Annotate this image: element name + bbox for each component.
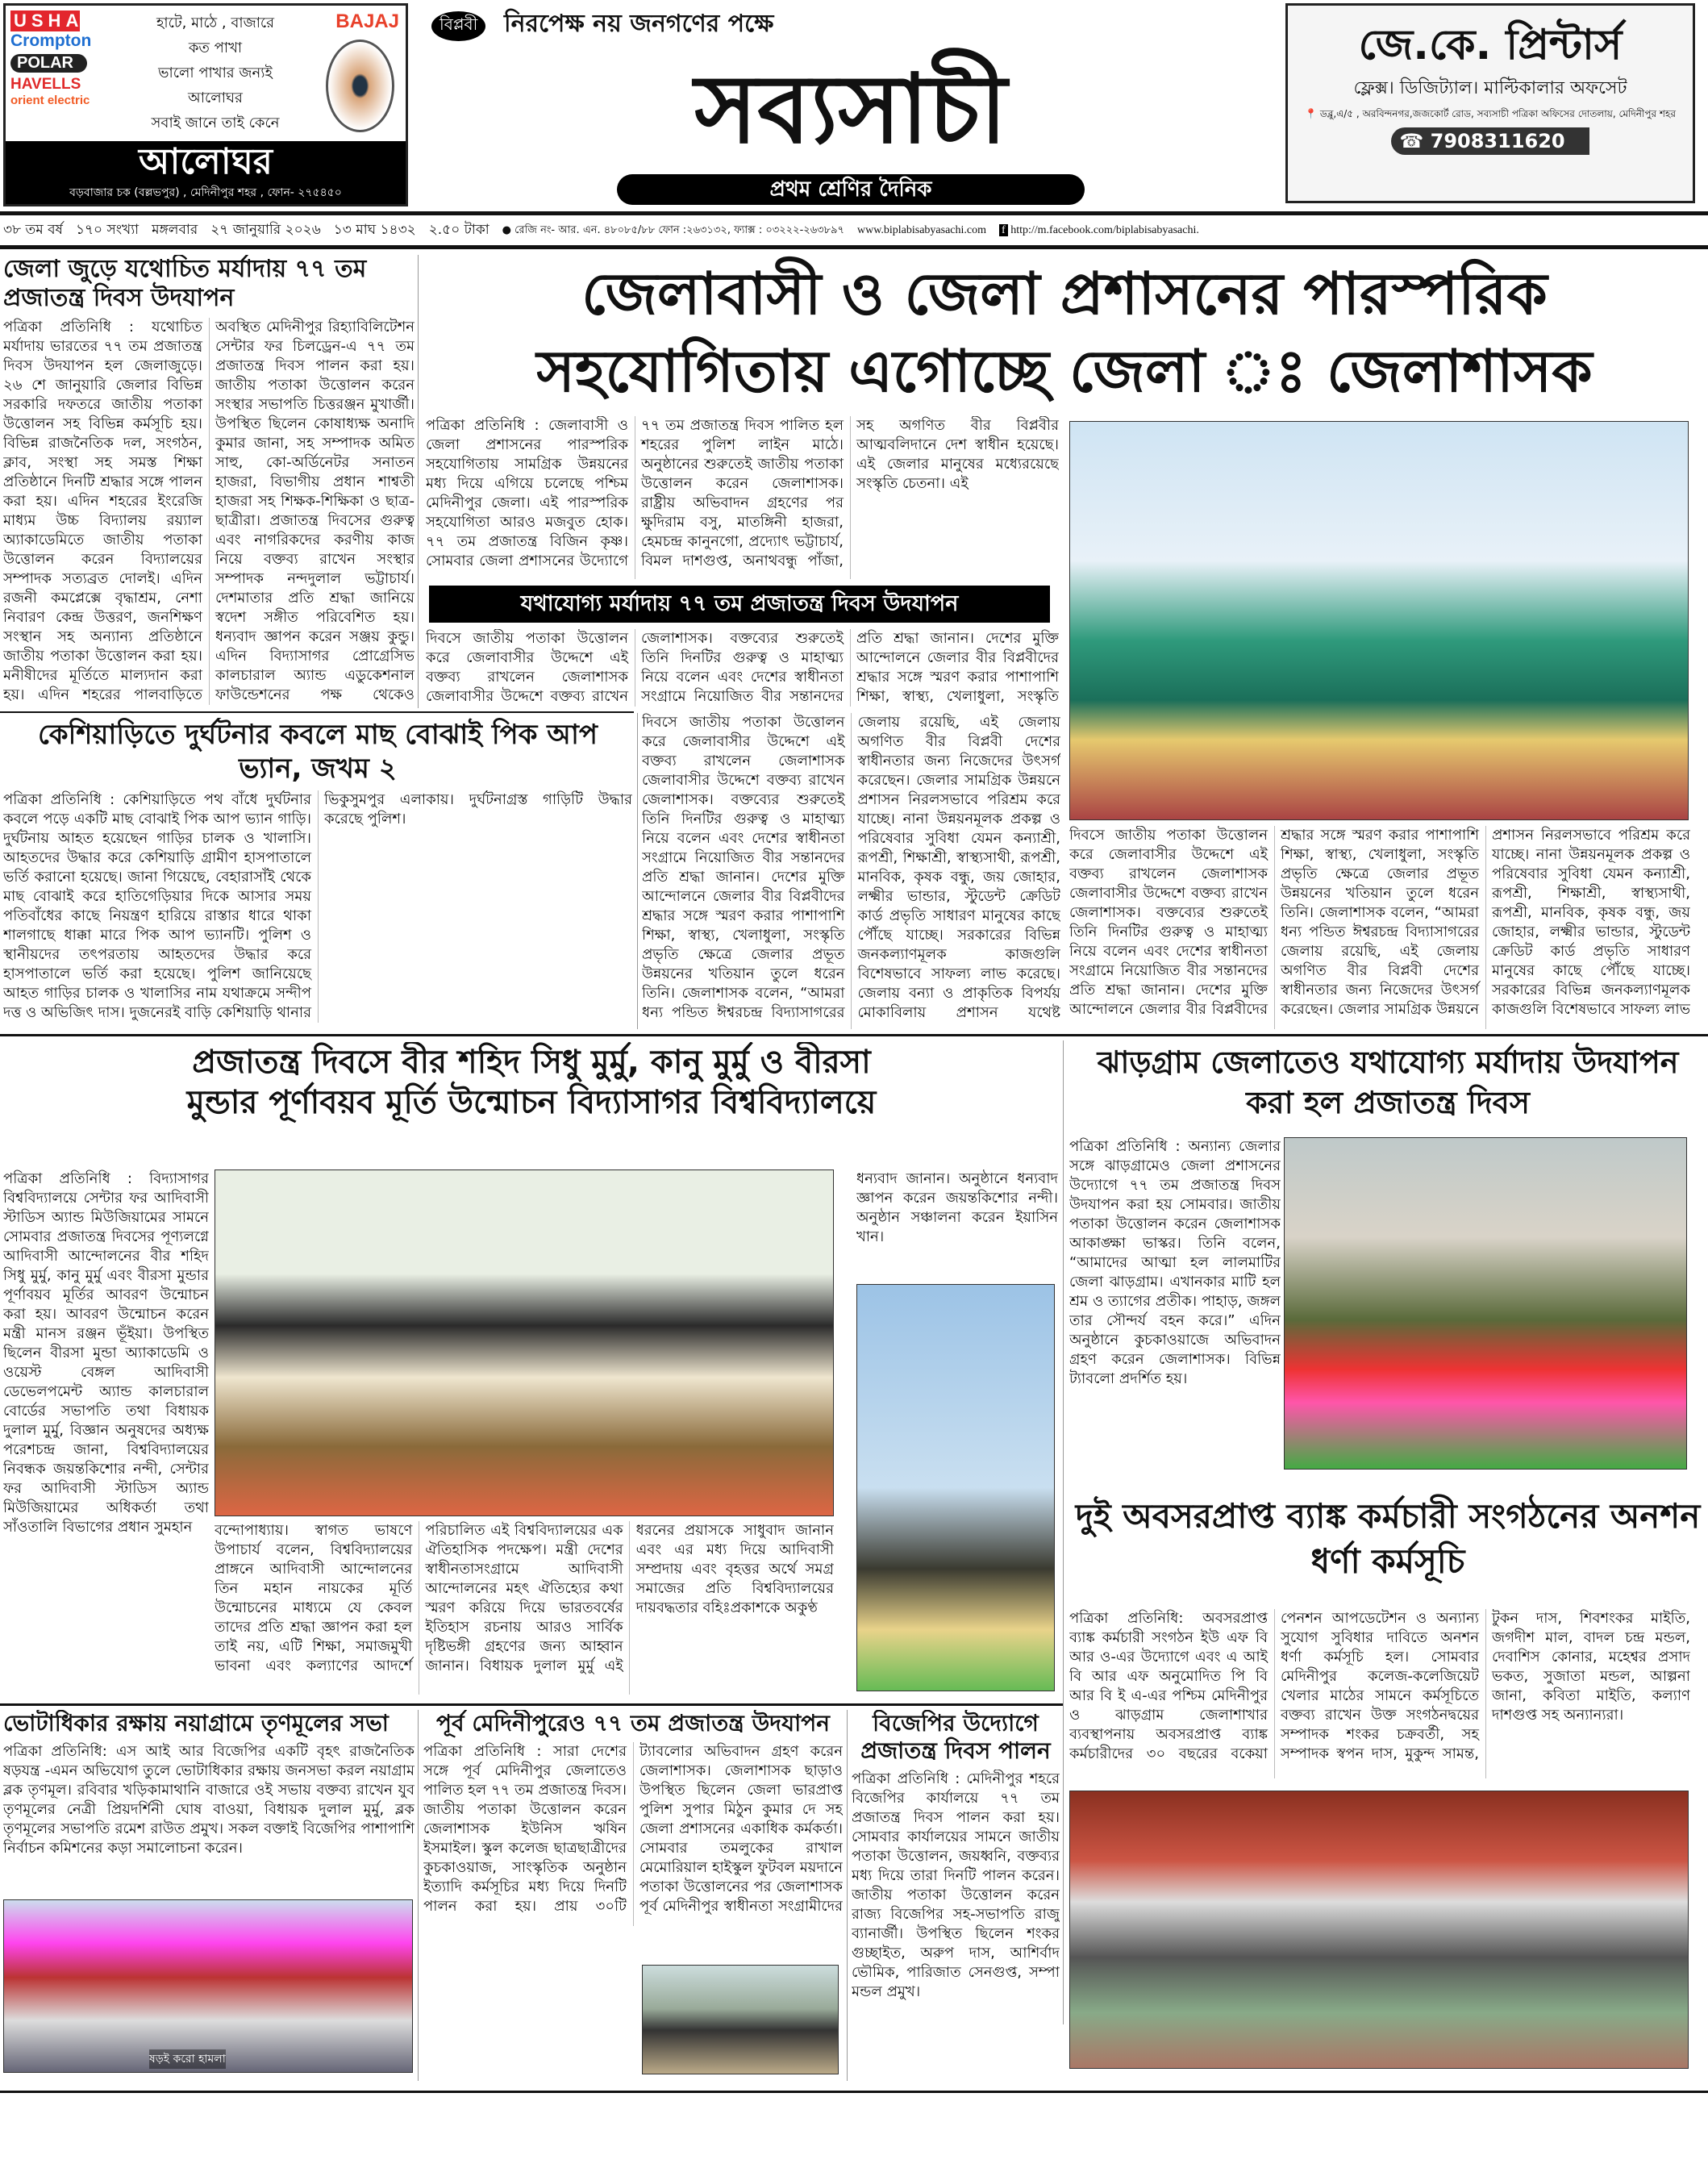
- lead-subheadline: যথাযোগ্য মর্যাদায় ৭৭ তম প্রজাতন্ত্র দিবস উদযাপন: [429, 586, 1050, 623]
- headline-line2: মুন্ডার পূর্ণাবয়ব মূর্তি উন্মোচন বিদ্যাসাগর বিশ্ববিদ্যালয়ে: [186, 1084, 877, 1121]
- column-rule: [418, 255, 419, 708]
- lead-body-text: দিবসে জাতীয় পতাকা উত্তোলন করে জেলাবাসীর উদ্দেশে এই বক্তব্য রাখলেন জেলাশাসক জেলাবাসীর উদ্দেশে বক্তব্য রাখেন জেলাশাসক। বক্তব্যের শুরুতেই তিনি দিনটির গুরুত্ব ও মাহাত্ম্য নিয়ে বলেন এবং দেশের স্বাধীনতা সংগ্রামে নিয়োজিত বীর সন্তানদের প্রতি শ্রদ্ধা জানান। দেশের মুক্তি আন্দোলনে জেলার বীর বিপ্লবীদের শ্রদ্ধার সঙ্গে স্মরণ করার পাশাপাশি শিক্ষা, স্বাস্থ্য, খেলাধুলা, সংস্কৃতি: [426, 630, 1059, 705]
- price: ২.৫০ টাকা: [428, 222, 489, 238]
- bengali-date: ১৩ মাঘ ১৪৩২: [333, 222, 416, 238]
- weekday: মঙ্গলবার: [152, 222, 198, 238]
- masthead-tagline: নিরপেক্ষ নয় জনগণের পক্ষে: [504, 10, 774, 38]
- story-jhargram: [1069, 1042, 1706, 1132]
- shop-name: আলোঘর: [139, 141, 273, 182]
- issue-number: ১৭০ সংখ্যা: [75, 222, 140, 238]
- article-body: পত্রিকা প্রতিনিধি: অবসরপ্রাপ্ত ব্যাঙ্ক কর্মচারী সংগঠন ইউ এফ বি আর ও-এর উদ্যোগে এবং এ আই বি আর এফ অনুমোদিত পি বি আর বি ই এ-এর পশ্চিম মেদিনীপুর ও ঝাড়গ্রাম জেলাশাখার ব্যবস্থাপনায় অবসরপ্রাপ্ত ব্যাঙ্ক কর্মচারীদের ৩০ বছরের বকেয়া পেনশন আপডেটেশন ও অন্যান্য সুযোগ সুবিধার দাবিতে অনশন ধর্ণা কর্মসূচি হল। সোমবার মেদিনীপুর কলেজ-কলেজিয়েট খেলার মাঠের সামনে কর্মসূচিতে বক্তব্য রাখেন উক্ত সংগঠনদ্বয়ের সম্পাদক শংকর চক্রবর্তী, সহ সম্পাদক স্বপন দাস, মুকুন্দ সামন্ত, টুকন দাস, শিবশংকর মাইতি, জগদীশ মাল, বাদল চন্দ্র মন্ডল, দেবাশিস কোনার, মহেশ্বর প্রসাদ ভকত, সুজাতা মন্ডল, আল্পনা জানা, কবিতা মাইতি, কল্যাণ দাশগুপ্ত সহ অন্যান্যরা।: [1069, 1610, 1690, 1762]
- headline: দুই অবসরপ্রাপ্ত ব্যাঙ্ক কর্মচারী সংগঠনের অনশন ধর্ণা কর্মসূচি: [1075, 1496, 1701, 1581]
- column-rule: [418, 1710, 419, 2081]
- website-link[interactable]: www.biplabisabyasachi.com: [856, 224, 987, 236]
- masthead: [423, 6, 1278, 208]
- photo-tmc-rally: [3, 1899, 413, 2073]
- divider: [0, 2091, 1708, 2093]
- lead-body-bottom: [1069, 826, 1690, 1029]
- brand-crompton: Crompton: [10, 31, 92, 50]
- divider: [0, 211, 1708, 215]
- lead-headline-line1: জেলাবাসী ও জেলা প্রশাসনের পারস্পরিক: [581, 260, 1548, 327]
- article-body: পত্রিকা প্রতিনিধি : যথোচিত মর্যাদায় ভারতের ৭৭ তম প্রজাতন্ত্র দিবস উদযাপন হল জেলাজুড়ে। ২৬ শে জানুয়ারি জেলার বিভিন্ন সরকারি দফতরে জাতীয় পতাকা উত্তোলন সহ বিভিন্ন কর্মসূচি হয়। বিভিন্ন রাজনৈতিক দল, সংগঠন, ক্লাব, সংস্থা সহ সমস্ত শিক্ষা প্রতিষ্ঠানে দিনটি শ্রদ্ধার সঙ্গে পালন করা হয়। এদিন শহরের ইংরেজি মাধ্যম উচ্চ বিদ্যালয় রয়্যাল অ্যাকাডেমিতে জাতীয় পতাকা উত্তোলন করেন বিদ্যালয়ের সম্পাদক সত্যব্রত দোলই। এদিন রজনী কমপ্লেক্সে বৃদ্ধাশ্রম, নেশা নিবারণ কেন্দ্র উত্তরণ, জনশিক্ষণ সংস্থান সহ অন্যান্য প্রতিষ্ঠানে জাতীয় পতাকা উত্তোলন করা হয়। মনীষীদের মূর্তিতে মাল্যদান করা হয়। এদিন শহরের পালবাড়িতে অবস্থিত মেদিনীপুর রিহ্যাবিলিটেশন সেন্টার ফর চিলড্রেন-এ ৭৭ তম প্রজাতন্ত্র দিবস পালন করা হয়। জাতীয় পতাকা উত্তোলন করেন সংস্থার সভাপতি চিত্তরঞ্জন মুখার্জী। উপস্থিত ছিলেন কোষাধ্যক্ষ অনাদি কুমার জানা, সহ সম্পাদক অমিত সাহু, কো-অর্ডিনেটর সনাতন হাজরা, বিভাগীয় প্রধান শাশ্বতী হাজরা সহ শিক্ষক-শিক্ষিকা ও ছাত্র-ছাত্রীরা। প্রজাতন্ত্র দিবসের গুরুত্ব এবং নাগরিকদের করণীয় কাজ নিয়ে বক্তব্য রাখেন সংস্থার সম্পাদক নন্দদুলাল ভট্টাচার্য। দেশমাতার প্রতি শ্রদ্ধা জানিয়ে স্বদেশ সঙ্গীত পরিবেশিত হয়। ধন্যবাদ জ্ঞাপন করেন সঞ্জয় কুন্ডু। এদিন বিদ্যাসাগর প্রোগ্রেসিভ কালচারাল অ্যান্ড এডুকেশনাল ফাউন্ডেশনের পক্ষ থেকেও: [3, 319, 415, 703]
- article-body: পত্রিকা প্রতিনিধি : অন্যান্য জেলার সঙ্গে ঝাড়গ্রামেও জেলা প্রশাসনের উদ্যোগে ৭৭ তম প্রজাতন্ত্র দিবস উদযাপন করা হয় সোমবার। জাতীয় পতাকা উত্তোলন করেন জেলাশাসক আকাঙ্ক্ষা ভাস্কর। তিনি বলেন, “আমাদের আত্মা হল লালমাটির জেলা ঝাড়গ্রাম। এখানকার মাটি হল শ্রম ও ত্যাগের প্রতীক। পাহাড়, জঙ্গল তার সৌন্দর্য বহন করে।” এদিন অনুষ্ঠানে কুচকাওয়াজে অভিবাদন গ্রহণ করেন জেলাশাসক। বিভিন্ন ট্যাবলো প্রদর্শিত হয়।: [1069, 1138, 1281, 1387]
- story-lead: [423, 255, 1706, 410]
- lead-headline-line2: সহযোগিতায় এগোচ্ছে জেলা ঃ জেলাশাসক: [536, 337, 1593, 405]
- masthead-badge: বিপ্লবী: [431, 11, 485, 41]
- ad-aloghor: [3, 3, 408, 206]
- lead-body-text: দিবসে জাতীয় পতাকা উত্তোলন করে জেলাবাসীর উদ্দেশে এই বক্তব্য রাখলেন জেলাশাসক জেলাবাসীর উদ্দেশে বক্তব্য রাখেন জেলাশাসক। বক্তব্যের শুরুতেই তিনি দিনটির গুরুত্ব ও মাহাত্ম্য নিয়ে বলেন এবং দেশের স্বাধীনতা সংগ্রামে নিয়োজিত বীর সন্তানদের প্রতি শ্রদ্ধা জানান। দেশের মুক্তি আন্দোলনে জেলার বীর বিপ্লবীদের শ্রদ্ধার সঙ্গে স্মরণ করার পাশাপাশি শিক্ষা, স্বাস্থ্য, খেলাধুলা, সংস্কৃতি প্রভৃতি ক্ষেত্রে জেলার প্রভূত উন্নয়নের খতিয়ান তুলে ধরেন তিনি। জেলাশাসক বলেন, “আমরা ধন্য পন্ডিত ঈশ্বরচন্দ্র বিদ্যাসাগরের জেলায় রয়েছি, এই জেলায় অগণিত বীর বিপ্লবী দেশের স্বাধীনতার জন্য নিজেদের উৎসর্গ করেছেন। জেলার সামগ্রিক উন্নয়নে প্রশাসন নিরলসভাবে পরিশ্রম করে যাচ্ছে। নানা উন্নয়নমূলক প্রকল্প ও পরিষেবার সুবিধা যেমন কন্যাশ্রী, রূপশ্রী, শিক্ষাশ্রী, স্বাস্থ্যসাথী, রূপশ্রী, মানবিক, কৃষক বন্ধু, জয় জোহার, লক্ষ্মীর ভান্ডার, স্টুডেন্ট ক্রেডিট কার্ড প্রভৃতি সাধারণ মানুষের কাছে পৌঁছে যাচ্ছে। সরকারের বিভিন্ন জনকল্যাণমূলক কাজগুলি বিশেষভাবে সাফল্য লাভ করেছে। জেলায় বন্যা ও প্রাকৃতিক বিপর্যয় মোকাবিলায় প্রশাসন যথেষ্ট: [642, 714, 1060, 1021]
- slogan-line: কত পাখা: [188, 40, 243, 56]
- photo-jhargram: [1284, 1137, 1687, 1470]
- article-body: পত্রিকা প্রতিনিধি : মেদিনীপুর শহরে বিজেপির কার্যালয়ে ৭৭ তম প্রজাতন্ত্র দিবস পালন করা হয়। সোমবার কার্যালয়ের সামনে জাতীয় পতাকা উত্তোলন, জয়ধ্বনি, বক্তব্যর মধ্য দিয়ে তারা দিনটি পালন করেন। জাতীয় পতাকা উত্তোলন করেন রাজ্য বিজেপির সহ-সভাপতি রাজু ব্যানার্জী। উপস্থিত ছিলেন শংকর গুচ্ছাইত, অরুপ দাস, আশির্বাদ ভৌমিক, পারিজাত সেনগুপ্ত, সম্পা মন্ডল প্রমুখ।: [852, 1770, 1060, 2000]
- photo-purba-parade: [642, 1965, 839, 2074]
- photo-statue-ceremony: [215, 1169, 834, 1516]
- column-rule: [1063, 1040, 1064, 2024]
- brand-havells: HAVELLS: [10, 76, 81, 93]
- slogan-line: আলোঘর: [188, 90, 243, 106]
- divider: [0, 1034, 1708, 1036]
- date: ২৭ জানুয়ারি ২০২৬: [210, 222, 321, 238]
- headline: ভোটাধিকার রক্ষায় নয়াগ্রামে তৃণমূলের সভা: [3, 1710, 389, 1736]
- story-district-celebration: [3, 255, 415, 708]
- divider: [0, 245, 1708, 249]
- headline: জেলা জুড়ে যথোচিত মর্যাদায় ৭৭ তম প্রজাতন্ত্র দিবস উদযাপন: [3, 255, 367, 312]
- article-body: বন্দোপাধ্যায়। স্বাগত ভাষণে উপাচার্য বলেন, বিশ্ববিদ্যালয়ের প্রাঙ্গনে আদিবাসী আন্দোলনের তিন মহান নায়কের মূর্তি উন্মোচনের মাধ্যমে যে কেবল তাদের প্রতি শ্রদ্ধা জ্ঞাপন করা হল তাই নয়, এটি শিক্ষা, সমাজমুখী ভাবনা এবং কল্যাণের আদর্শে পরিচালিত এই বিশ্ববিদ্যালয়ের এক ঐতিহাসিক পদক্ষেপ। মন্ত্রী দেশের স্বাধীনতাসংগ্রামে আদিবাসী আন্দোলনের মহৎ ঐতিহ্যের কথা স্মরণ করিয়ে দিয়ে ভারতবর্ষের ইতিহাস রচনায় আরও সার্বিক দৃষ্টিভঙ্গী গ্রহণের জন্য আহ্বান জানান। বিধায়ক দুলাল মুর্মু এই ধরনের প্রয়াসকে সাধুবাদ জানান এবং এর মধ্য দিয়ে আদিবাসী সম্প্রদায় এবং বৃহত্তর অর্থে সমগ্র সমাজের প্রতি বিশ্ববিদ্যালয়ের দায়বদ্ধতার বহিঃপ্রকাশকে অকুণ্ঠ: [215, 1522, 834, 1674]
- article-body: পত্রিকা প্রতিনিধি : কেশিয়াড়িতে পথ বাঁধে দুর্ঘটনার কবলে পড়ে একটি মাছ বোঝাই পিক আপ ভ্যান গাড়ি। দুর্ঘটনায় আহত হয়েছেন গাড়ির চালক ও খালাসি। আহতদের উদ্ধার করে কেশিয়াড়ি গ্রামীণ হাসপাতালে ভর্তি করানো হয়েছে। জানা গিয়েছে, বেহারাসাঁই থেকে মাছ বোঝাই করে হাতিগেড়িয়ার দিকে আসার সময় পতিবাঁধের কাছে নিয়ন্ত্রণ হারিয়ে রাস্তার ধারে থাকা শালগাছে ধাক্কা মারে পিক আপ ভ্যানটি। পুলিশ ও স্থানীয়দের তৎপরতায় আহতদের উদ্ধার করে হাসপাতালে ভর্তি করা হয়েছে। পুলিশ জানিয়েছে আহত গাড়ির চালক ও খালাসির নাম যথাক্রমে সন্দীপ দত্ত ও অভিজিৎ দাস। দুজনেরই বাড়ি কেশিয়াড়ি থানার ভিকুসুমপুর এলাকায়। দুর্ঘটনাগ্রস্ত গাড়িটি উদ্ধার করেছে পুলিশ।: [3, 791, 632, 1021]
- column-rule: [847, 1710, 848, 2081]
- brand-bajaj: BAJAJ: [335, 10, 399, 32]
- slogan-line: সবাই জানে তাই কেনে: [151, 115, 280, 131]
- printer-phone: 7908311620: [1430, 130, 1565, 152]
- phone-icon: ☎: [1399, 130, 1424, 152]
- volume-year: ৩৮ তম বর্ষ: [3, 222, 63, 238]
- headline-line1: প্রজাতন্ত্র দিবসে বীর শহিদ সিধু মুর্মু, কানু মুর্মু ও বীরসা: [192, 1044, 871, 1081]
- story-keshiari-accident: [3, 718, 632, 1029]
- photo-statues: [856, 1284, 1055, 1691]
- story-purba-medinipur: [423, 1710, 843, 1960]
- lead-body-top: পত্রিকা প্রতিনিধি : জেলাবাসী ও জেলা প্রশাসনের পারস্পরিক সহযোগিতায় সামগ্রিক উন্নয়নের মধ্য দিয়ে এগিয়ে চলেছে পশ্চিম মেদিনীপুর জেলা। এই পারস্পরিক সহযোগিতা আরও মজবুত হোক। ৭৭ তম প্রজাতন্ত্র বিজিন কৃষ্ণ। সোমবার জেলা প্রশাসনের উদ্যোগে ৭৭ তম প্রজাতন্ত্র দিবস পালিত হল শহরের পুলিশ লাইন মাঠে। অনুষ্ঠানের শুরুতেই জাতীয় পতাকা উত্তোলন করেন জেলাশাসক। রাষ্ট্রীয় অভিবাদন গ্রহণের পর ক্ষুদিরাম বসু, মাতঙ্গিনী হাজরা, হেমচন্দ্র কানুনগো, প্রদ্যোৎ ভট্টাচার্য, বিমল দাশগুপ্ত, অনাথবন্ধু পাঁজা, সহ অগণিত বীর বিপ্লবীর আত্মবলিদানে দেশ স্বাধীন হয়েছে। এই জেলার মানুষের মধ্যেরয়েছে সংস্কৃতি চেতনা। এই: [426, 417, 1059, 569]
- brand-usha: USHA: [10, 10, 80, 31]
- article-body: ধন্যবাদ জানান। অনুষ্ঠানে ধন্যবাদ জ্ঞাপন করেন জয়ন্তকিশোর নন্দী। অনুষ্ঠান সঞ্চালনা করেন ইয়াসিন খান।: [856, 1170, 1058, 1245]
- printer-services: ফ্লেক্স। ডিজিট্যাল। মাল্টিকালার অফসেট: [1353, 78, 1627, 98]
- ad-jk-printers: [1285, 3, 1695, 203]
- article-body: পত্রিকা প্রতিনিধি : বিদ্যাসাগর বিশ্ববিদ্যালয়ে সেন্টার ফর আদিবাসী স্টাডিস অ্যান্ড মিউজিয়ামের সামনে সোমবার প্রজাতন্ত্র দিবসের পূণ্যলগ্নে আদিবাসী আন্দোলনের বীর শহিদ সিধু মুর্মু, কানু মুর্মু এবং বীরসা মুন্ডার পূর্ণাবয়ব মূর্তির আবরণ উন্মোচন করা হয়। আবরণ উন্মোচন করেন মন্ত্রী মানস রঞ্জন ভূঁইয়া। উপস্থিত ছিলেন বীরসা মুন্ডা অ্যাকাডেমি ও ওয়েস্ট বেঙ্গল আদিবাসী ডেভেলপমেন্ট অ্যান্ড কালচারাল বোর্ডের সভাপতি তথা বিধায়ক দুলাল মুর্মু, বিজ্ঞান অনুষদের অধ্যক্ষ পরেশচন্দ্র জানা, বিশ্ববিদ্যালয়ের নিবন্ধক জয়ন্তকিশোর নন্দী, সেন্টার ফর আদিবাসী স্টাডিস অ্যান্ড মিউজিয়ামের অধিকর্তা তথা সাঁওতালি বিভাগের প্রধান সুমহান: [3, 1170, 209, 1536]
- registration-info: রেজি নং- আর. এন. ৪৮০৮৫/৮৮ ফোন :২৬৩১৩২, ফ্যাক্স : ০৩২২২-২৬৩৮৯৭: [514, 223, 844, 236]
- story-voting-rights: [3, 1710, 415, 1894]
- newspaper-title: সব্যসাচী: [694, 52, 1007, 165]
- story-bank-hunger-strike: [1069, 1494, 1706, 1603]
- printer-name: জে.কে. প্রিন্টার্স: [1358, 21, 1623, 69]
- lead-body-mid: [426, 629, 1059, 707]
- story-bjp-republic-day: [852, 1710, 1060, 2087]
- shop-address: বড়বাজার চক (বল্লভপুর) , মেদিনীপুর শহর , ফোন- ২৭৫৪৫০: [69, 186, 342, 199]
- brand-polar: POLAR: [10, 54, 87, 73]
- facebook-icon: f: [999, 224, 1008, 236]
- divider: [0, 711, 634, 713]
- headline: কেশিয়াড়িতে দুর্ঘটনার কবলে মাছ বোঝাই পিক আপ ভ্যান, জখম ২: [38, 719, 598, 785]
- headline: বিজেপির উদ্যোগে প্রজাতন্ত্র দিবস পালন: [860, 1710, 1051, 1764]
- headline: পূর্ব মেদিনীপুরেও ৭৭ তম প্রজাতন্ত্র উদযাপন: [436, 1710, 830, 1736]
- brand-list: [10, 10, 111, 107]
- masthead-subtitle: প্রথম শ্রেণির দৈনিক: [617, 174, 1085, 205]
- article-body: পত্রিকা প্রতিনিধি: এস আই আর বিজেপির একটি বৃহৎ রাজনৈতিক ষড়যন্ত্র -এমন অভিযোগ তুলে ভোটাধিকার রক্ষায় জনসভা করল নয়াগ্রাম ব্লক তৃণমূল। রবিবার খড়িকামাথানি বাজারে ওই সভায় বক্তব্য রাখেন যুব তৃণমূলের নেত্রী প্রিয়দর্শিনী ঘোষ বাওয়া, বিধায়ক দুলাল মুর্মু, ব্লক তৃণমূলের সভাপতি রমেশ রাউত প্রমুখ। সকল বক্তাই বিজেপির পাশাপাশি নির্বাচন কমিশনের কড়া সমালোচনা করেন।: [3, 1743, 415, 1857]
- column-rule: [637, 713, 638, 1029]
- photo-flag-hoisting: [1069, 421, 1689, 820]
- brand-orient: orient electric: [10, 94, 90, 107]
- headline: ঝাড়গ্রাম জেলাতেও যথাযোগ্য মর্যাদায় উদযাপন করা হল প্রজাতন্ত্র দিবস: [1097, 1044, 1679, 1120]
- photo-caption: ষড়ই করো হামলা: [149, 2049, 226, 2069]
- photo-bank-protest: [1069, 1791, 1689, 2069]
- printer-address: ডব্লু,এ/৫ , অরবিন্দনগর,জজকোর্ট রোড, সব্যসাচী পত্রিকা অফিসের দোতলায়, মেদিনীপুর শহর: [1319, 108, 1676, 119]
- ad-slogan: [119, 10, 312, 136]
- facebook-link[interactable]: http://m.facebook.com/biplabisabyasachi.: [1010, 224, 1199, 236]
- slogan-line: হাটে, মাঠে , বাজারে: [156, 15, 275, 31]
- dateline: ৩৮ তম বর্ষ ১৭০ সংখ্যা মঙ্গলবার ২৭ জানুয়ারি ২০২৬ ১৩ মাঘ ১৪৩২ ২.৫০ টাকা ● রেজি নং- আর. এন. ৪৮০৮৫/৮৮ ফোন :২৬৩১৩২, ফ্যাক্স : ০৩২২২-২৬৩৮৯৭ www.biplabisabyasachi.com f http://m.facebook.com/biplabisabyasachi.: [3, 219, 1705, 242]
- divider: [0, 1703, 1063, 1706]
- lead-body-text: দিবসে জাতীয় পতাকা উত্তোলন করে জেলাবাসীর উদ্দেশে এই বক্তব্য রাখলেন জেলাশাসক জেলাবাসীর উদ্দেশে বক্তব্য রাখেন জেলাশাসক। বক্তব্যের শুরুতেই তিনি দিনটির গুরুত্ব ও মাহাত্ম্য নিয়ে বলেন এবং দেশের স্বাধীনতা সংগ্রামে নিয়োজিত বীর সন্তানদের প্রতি শ্রদ্ধা জানান। দেশের মুক্তি আন্দোলনে জেলার বীর বিপ্লবীদের শ্রদ্ধার সঙ্গে স্মরণ করার পাশাপাশি শিক্ষা, স্বাস্থ্য, খেলাধুলা, সংস্কৃতি প্রভৃতি ক্ষেত্রে জেলার প্রভূত উন্নয়নের খতিয়ান তুলে ধরেন তিনি। জেলাশাসক বলেন, “আমরা ধন্য পন্ডিত ঈশ্বরচন্দ্র বিদ্যাসাগরের জেলায় রয়েছি, এই জেলায় অগণিত বীর বিপ্লবী দেশের স্বাধীনতার জন্য নিজেদের উৎসর্গ করেছেন। জেলার সামগ্রিক উন্নয়নে প্রশাসন নিরলসভাবে পরিশ্রম করে যাচ্ছে। নানা উন্নয়নমূলক প্রকল্প ও পরিষেবার সুবিধা যেমন কন্যাশ্রী, রূপশ্রী, শিক্ষাশ্রী, স্বাস্থ্যসাথী, রূপশ্রী, মানবিক, কৃষক বন্ধু, জয় জোহার, লক্ষ্মীর ভান্ডার, স্টুডেন্ট ক্রেডিট কার্ড প্রভৃতি সাধারণ মানুষের কাছে পৌঁছে যাচ্ছে। সরকারের বিভিন্ন জনকল্যাণমূলক কাজগুলি বিশেষভাবে সাফল্য লাভ: [1069, 827, 1690, 1018]
- story-statue-unveiling: [3, 1042, 1060, 1163]
- fan-image: [326, 40, 394, 132]
- article-body: পত্রিকা প্রতিনিধি : সারা দেশের সঙ্গে পূর্ব মেদিনীপুর জেলাতেও পালিত হল ৭৭ তম প্রজাতন্ত্র দিবস। জাতীয় পতাকা উত্তোলন করেন জেলাশাসক ইউনিস ঋষিন ইসমাইল। স্কুল কলেজ ছাত্রছাত্রীদের কুচকাওয়াজ, সাংস্কৃতিক অনুষ্ঠান ইত্যাদি কর্মসূচির মধ্য দিয়ে দিনটি পালন করা হয়। প্রায় ৩০টি ট্যাবলোর অভিবাদন গ্রহণ করেন জেলাশাসক। জেলাশাসক ছাড়াও উপস্থিত ছিলেন জেলা ভারপ্রাপ্ত পুলিশ সুপার মিঠুন কুমার দে সহ জেলা প্রশাসনের একাধিক কর্মকর্তা। সোমবার তমলুকের রাখাল মেমোরিয়াল হাইস্কুল ফুটবল ময়দানে পতাকা উত্তোলনের পর জেলাশাসক পূর্ব মেদিনীপুর স্বাধীনতা সংগ্রামীদের: [423, 1743, 843, 1915]
- location-pin-icon: 📍: [1305, 108, 1318, 119]
- lead-body-continued: [642, 713, 1060, 1029]
- slogan-line: ভালো পাখার জন্যই: [158, 65, 273, 81]
